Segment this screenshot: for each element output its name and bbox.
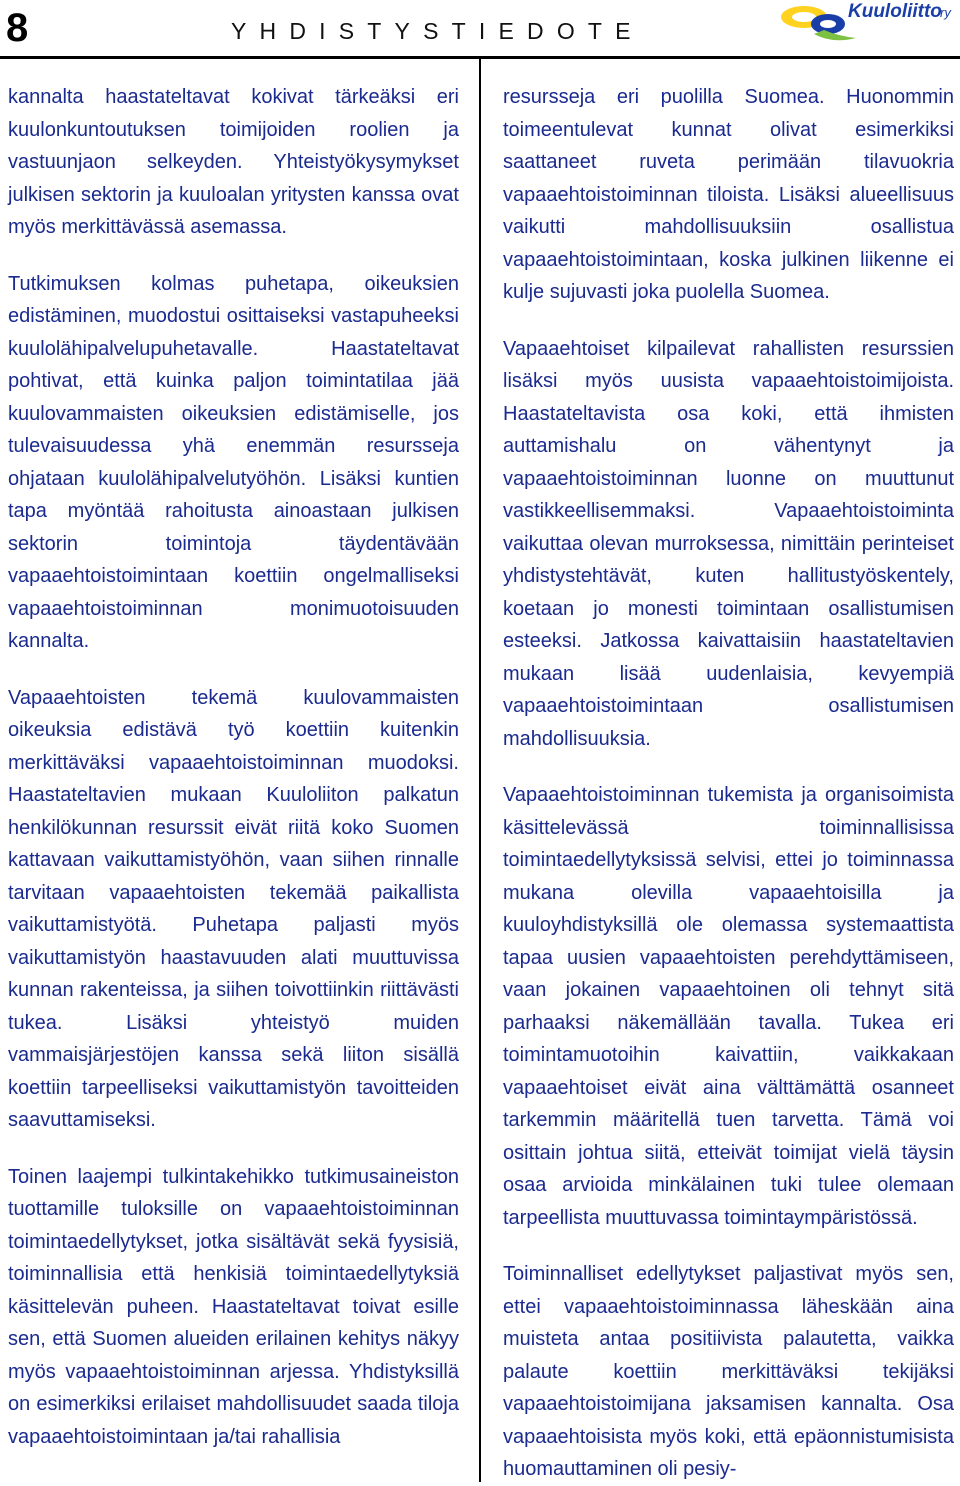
left-column xyxy=(8,81,459,1453)
paragraph: resursseja eri puolilla Suomea. Huonommin toimeentulevat kunnat olivat esimerkiksi saattaneet ruveta perimään tilavuokria vapaaehtoistoiminnan tiloista. Lisäksi alueellisuus vaikutti mahdollisuuksiin osallistua vapaaehtoistoimintaan, koska julkinen liikenne ei kulje sujuvasti joka puolella Suomea. xyxy=(503,86,954,303)
paragraph: Vapaaehtoisten tekemä kuulovammaisten oikeuksia edistävä työ koettiin kuitenkin merkittäväksi vapaaehtoistoiminnan muodoksi. Haastateltavien mukaan Kuuloliiton palkatun henkilökunnan resurssit eivät riitä koko Suomen kattavaan vaikuttamistyöhön, vaan siihen rinnalle tarvitaan vapaaehtoisten tekemää paikallista vaikuttamistyötä. Puhetapa paljasti myös vaikuttamistyön haastavuuden alati muuttuvissa kunnan rakenteissa, ja siihen toivottiinkin riittävästi tukea. Lisäksi yhteistyö muiden vammaisjärjestöjen kanssa sekä liiton sisällä koettiin tarpeelliseksi vaikuttamistyön tavoitteiden saavuttamiseksi. xyxy=(8,686,459,1131)
column-divider xyxy=(479,59,481,1482)
logo-suffix: ry xyxy=(940,5,951,20)
paragraph: Tutkimuksen kolmas puhetapa, oikeuksien edistäminen, muodostui osittaiseksi vastapuheeksi kuulolähipalvelupuhetavalle. Haastateltavat pohtivat, että kuinka paljon toimintatilaa jää kuulovammaisten oikeuksien edistämiselle, jos tulevaisuudessa yhä enemmän resursseja ohjataan kuulolähipalvelutyöhön. Lisäksi kuntien tapa myöntää rahoitusta ainoastaan julkisen sektorin toimintoja täydentävään vapaaehtoistoimintaan koettiin ongelmalliseksi vapaaehtoistoiminnan monimuotoisuuden kannalta. xyxy=(8,272,459,652)
paragraph: Toiminnalliset edellytykset paljastivat myös sen, ettei vapaaehtoistoiminnassa läheskään aina muisteta antaa positiivista palautetta, vaikka palaute koettiin merkittäväksi tekijäksi vapaaehtoistoimijana jaksamisen kannalta. Osa vapaaehtoisista myös koki, että epäonnistumisista huomauttaminen oli pesiy- xyxy=(503,1263,954,1480)
paragraph: Toinen laajempi tulkintakehikko tutkimusaineiston tuottamille tuloksille on vapaaehtoistoiminnan toimintaedellytykset, jotka sisältävät sekä fyysisiä, toiminnallisia että henkisiä toimintaedellytyksiä käsittelevän puheen. Haastateltavat toivat esille sen, että Suomen alueiden erilainen kehitys näkyy myös vapaaehtoistoiminnan arjessa. Yhdistyksillä on esimerkiksi erilaiset mahdollisuudet saada tiloja vapaaehtoistoimintaan ja/tai rahallisia xyxy=(8,1165,459,1448)
paragraph: Vapaaehtoiset kilpailevat rahallisten resurssien lisäksi myös uusista vapaaehtoistoimijoista. Haastateltavista osa koki, että ihmisten auttamishalu on vähentynyt ja vapaaehtoistoiminnan luonne on muuttunut vastikkeellisemmaksi. Vapaaehtoistoiminta vaikuttaa olevan murroksessa, nimittäin perinteiset yhdistystehtävät, kuten hallitustyöskentely, koetaan jo monesti toimintaan osallistumisen esteeksi. Jatkossa kaivattaisiin haastateltavien mukaan lisää uudenlaisia, kevyempiä vapaaehtoistoimintaan osallistumisen mahdollisuuksia. xyxy=(503,337,954,750)
paragraph: kannalta haastateltavat kokivat tärkeäksi eri kuulonkuntoutuksen toimijoiden roolien ja vastuunjaon selkeyden. Yhteistyökysymykset julkisen sektorin ja kuuloalan yritysten kanssa ovat myös merkittävässä asemassa. xyxy=(8,86,459,238)
right-column xyxy=(503,81,954,1486)
masthead-title: YHDISTYSTIEDOTE xyxy=(231,18,644,44)
kuuloliitto-logo xyxy=(778,0,960,46)
paragraph: Vapaaehtoistoiminnan tukemista ja organisoimista käsittelevässä toiminnallisissa toimintaedellytyksissä selvisi, ettei jo toiminnassa mukana olevilla vapaaehtoisilla ja kuuloyhdistyksillä ole olemassa systemaattista tapaa uusien vapaaehtoisten perehdyttämiseen, vaan jokainen vapaaehtoinen oli tehnyt sitä parhaaksi näkemällään tavalla. Tukea eri toimintamuotoihin kaivattiin, vaikkakaan vapaaehtoiset eivät aina välttämättä osanneet tarkemmin määritellä tuen tarvetta. Tämä voi osittain johtua siitä, etteivät toimijat vielä täysin osaa arvioida minkälainen tuki tulee olemaan tarpeellista muuttuvassa toimintaympäristössä. xyxy=(503,784,954,1229)
page-number: 8 xyxy=(6,6,29,50)
logo-wordmark: Kuuloliitto xyxy=(848,1,942,22)
page-header xyxy=(0,0,960,60)
